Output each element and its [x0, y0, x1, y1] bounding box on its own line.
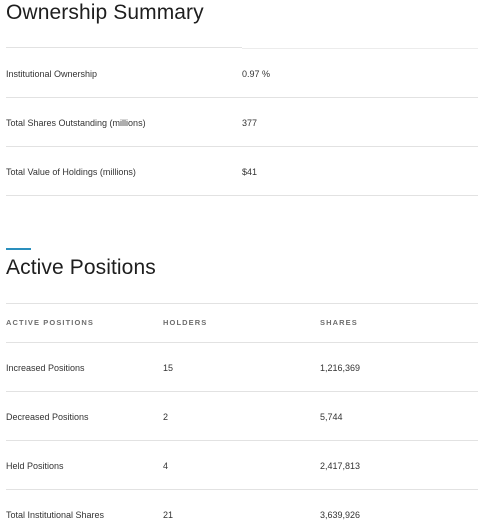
column-header-shares[interactable]: SHARES [320, 318, 358, 327]
positions-row-holders: 2 [163, 412, 169, 422]
positions-top-divider [6, 303, 478, 304]
summary-top-divider-right [242, 48, 478, 49]
positions-row-shares: 2,417,813 [320, 461, 361, 471]
positions-row-shares: 5,744 [320, 412, 343, 422]
positions-row-shares: 3,639,926 [320, 510, 361, 520]
section-accent-bar [6, 248, 31, 250]
positions-header-divider [6, 342, 478, 343]
positions-row-holders: 15 [163, 363, 174, 373]
summary-row-label: Total Shares Outstanding (millions) [6, 118, 146, 128]
positions-row-label: Increased Positions [6, 363, 85, 373]
ownership-summary-title: Ownership Summary [6, 1, 204, 24]
column-header-holders[interactable]: HOLDERS [163, 318, 208, 327]
summary-row-divider [6, 195, 478, 196]
positions-row-divider [6, 440, 478, 441]
positions-row-label: Held Positions [6, 461, 64, 471]
positions-row-label: Decreased Positions [6, 412, 89, 422]
summary-row-divider [6, 146, 478, 147]
summary-top-divider [6, 47, 242, 48]
positions-row-label: Total Institutional Shares [6, 510, 105, 520]
positions-row-holders: 21 [163, 510, 174, 520]
positions-row-divider [6, 489, 478, 490]
summary-row-label: Total Value of Holdings (millions) [6, 167, 136, 177]
summary-row-value: 377 [242, 118, 258, 128]
positions-row-holders: 4 [163, 461, 169, 471]
summary-row-value: 0.97 % [242, 69, 271, 79]
summary-row-label: Institutional Ownership [6, 69, 98, 79]
active-positions-title: Active Positions [6, 256, 156, 279]
summary-row-value: $41 [242, 167, 258, 177]
positions-row-divider [6, 391, 478, 392]
positions-row-shares: 1,216,369 [320, 363, 361, 373]
column-header-active-positions[interactable]: ACTIVE POSITIONS [6, 318, 95, 327]
summary-row-divider [6, 97, 478, 98]
